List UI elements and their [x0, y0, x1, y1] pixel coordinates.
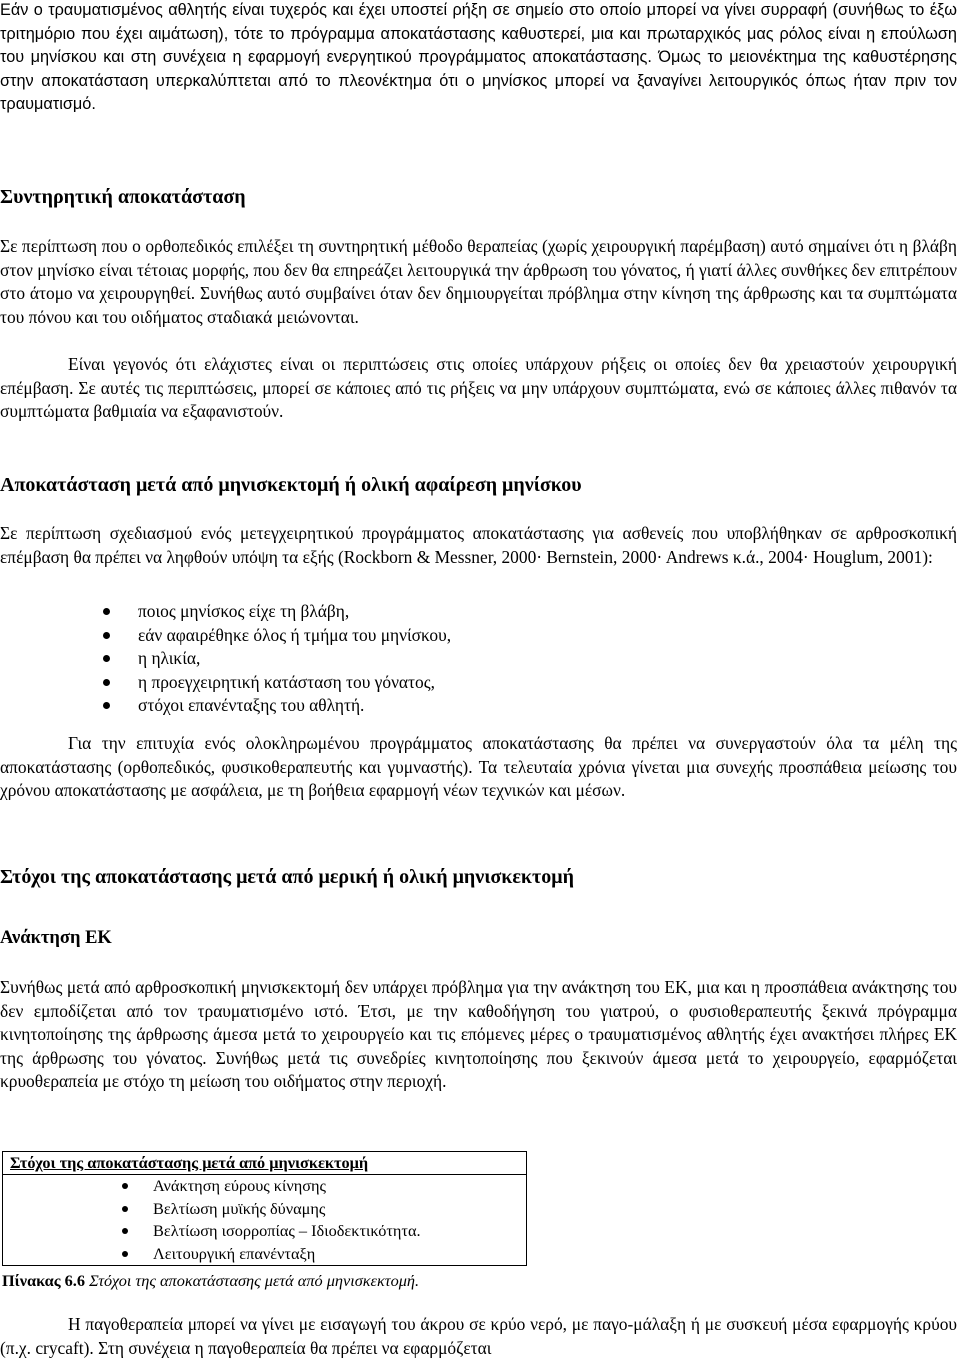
- list-item: στόχοι επανένταξης του αθλητή.: [0, 694, 451, 718]
- conservative-paragraph-2: Είναι γεγονός ότι ελάχιστες είναι οι περιπτώσεις στις οποίες υπάρχουν ρήξεις οι οποίες δεν θα χρειαστούν χειρουργική επέμβαση. Σε αυτές τις περιπτώσεις, μπορεί σε κάποιες από τις ρήξεις να μην υπάρχουν συμπτώματα, ενώ σε κάποιες άλλες πιθανόν τα συμπτώματα βαθμιαία να εξαφανιστούν.: [0, 354, 957, 421]
- heading-goals: Στόχοι της αποκατάστασης μετά από μερική ή ολική μηνισκεκτομή: [0, 866, 574, 888]
- rehab-success-paragraph: Για την επιτυχία ενός ολοκληρωμένου προγράμματος αποκατάστασης θα πρέπει να συνεργαστούν όλα τα μέλη της αποκατάστασης (ορθοπεδικός, φυσικοθεραπευτής και γυμναστής). Τα τελευταία χρόνια γίνεται μια συνεχής προσπάθεια μείωσης του χρόνου αποκατάστασης με ασφάλεια, με τη βοήθεια εφαρμογή νέων τεχνικών και μέσων.: [0, 733, 957, 800]
- rom-paragraph: Συνήθως μετά από αρθροσκοπική μηνισκεκτομή δεν υπάρχει πρόβλημα για την ανάκτηση του ΕΚ, μια και η προσπάθεια ανάκτησης του δεν εμποδίζεται από τον τραυματισμένο ιστό. Έτσι, με την καθοδήγηση του γιατρού, ο φυσιοθεραπευτής ξεκινά πρόγραμμα κινητοποίησης της άρθρωσης άμεσα μετά το χειρουργείο και τις επόμενες μέρες ο τραυματισμένος αθλητής έχει ανακτήσει πλήρες ΕΚ της άρθρωσης του γόνατος. Συνήθως μετά τις συνεδρίες κινητοποίησης που ξεκινούν άμεσα μετά το χειρουργείο, εφαρμόζεται κρυοθεραπεία με στόχο τη μείωση του οιδήματος στην περιοχή.: [0, 977, 957, 1091]
- list-item: εάν αφαιρέθηκε όλος ή τμήμα του μηνίσκου,: [0, 624, 451, 648]
- considerations-list: [0, 600, 451, 718]
- list-item: η προεγχειρητική κατάσταση του γόνατος,: [0, 671, 451, 695]
- heading-after-meniscectomy: Αποκατάσταση μετά από μηνισκεκτομή ή ολική αφαίρεση μηνίσκου: [0, 474, 582, 496]
- list-item: ποιος μηνίσκος είχε τη βλάβη,: [0, 600, 451, 624]
- goals-list: [10, 1175, 519, 1265]
- heading-conservative: Συντηρητική αποκατάσταση: [0, 186, 246, 208]
- caption-text: Στόχοι της αποκατάστασης μετά από μηνισκεκτομή.: [89, 1271, 420, 1290]
- rehab-intro-paragraph: Σε περίπτωση σχεδιασμού ενός μετεγχειρητικού προγράμματος αποκατάστασης για ασθενείς που υποβλήθηκαν σε αρθροσκοπική επέμβαση θα πρέπει να ληφθούν υπόψη τα εξής (Rockborn & Messner, 2000· Bernstein, 2000· Andrews κ.ά., 2004· Houglum, 2001):: [0, 523, 957, 567]
- table-row: Ανάκτηση εύρους κίνησης: [10, 1175, 519, 1197]
- table-row: Βελτίωση μυϊκής δύναμης: [10, 1198, 519, 1220]
- caption-label: Πίνακας 6.6: [2, 1271, 86, 1290]
- goals-table-header: Στόχοι της αποκατάστασης μετά από μηνισκεκτομή: [3, 1152, 527, 1175]
- intro-paragraph: Εάν ο τραυματισμένος αθλητής είναι τυχερός και έχει υποστεί ρήξη σε σημείο στο οποίο μπορεί να γίνει συρραφή (συνήθως το έξω τριτημόριο που έχει αιμάτωση), τότε το πρόγραμμα αποκατάστασης καθυστερεί, μια και πρωταρχικός μας ρόλος είναι η επούλωση του μηνίσκου και στη συνέχεια η εφαρμογή ενεργητικού προγράμματος αποκατάστασης. Όμως το μειονέκτημα της καθυστέρησης στην αποκατάσταση υπερκαλύπτεται από το πλεονέκτημα ότι ο μηνίσκος μπορεί να ξαναγίνει λειτουργικός όπως ήταν πριν τον τραυματισμό.: [0, 1, 957, 113]
- goals-table: [2, 1151, 527, 1266]
- table-row: Βελτίωση ισορροπίας – Ιδιοδεκτικότητα.: [10, 1220, 519, 1242]
- table-row: Λειτουργική επανένταξη: [10, 1243, 519, 1265]
- heading-rom: Ανάκτηση ΕΚ: [0, 928, 112, 948]
- list-item: η ηλικία,: [0, 647, 451, 671]
- cryo-paragraph: Η παγοθεραπεία μπορεί να γίνει με εισαγωγή του άκρου σε κρύο νερό, με παγο-μάλαξη ή με συσκευή μέσα εφαρμογής κρύου (π.χ. crycaft). Στη συνέχεια η παγοθεραπεία θα πρέπει να εφαρμόζεται: [0, 1314, 957, 1358]
- table-caption: [2, 1271, 419, 1291]
- conservative-paragraph-1: Σε περίπτωση που ο ορθοπεδικός επιλέξει τη συντηρητική μέθοδο θεραπείας (χωρίς χειρουργική παρέμβαση) αυτό σημαίνει ότι η βλάβη στον μηνίσκο είναι τέτοιας μορφής, που δεν θα επηρεάζει λειτουργικά την άρθρωση του γόνατος, ή γιατί άλλες συνθήκες δεν επιτρέπουν στο άτομο να χειρουργηθεί. Συνήθως αυτό συμβαίνει όταν δεν δημιουργείται πρόβλημα στην κίνηση της άρθρωσης και τα συμπτώματα του πόνου και του οιδήματος σταδιακά μειώνονται.: [0, 236, 957, 327]
